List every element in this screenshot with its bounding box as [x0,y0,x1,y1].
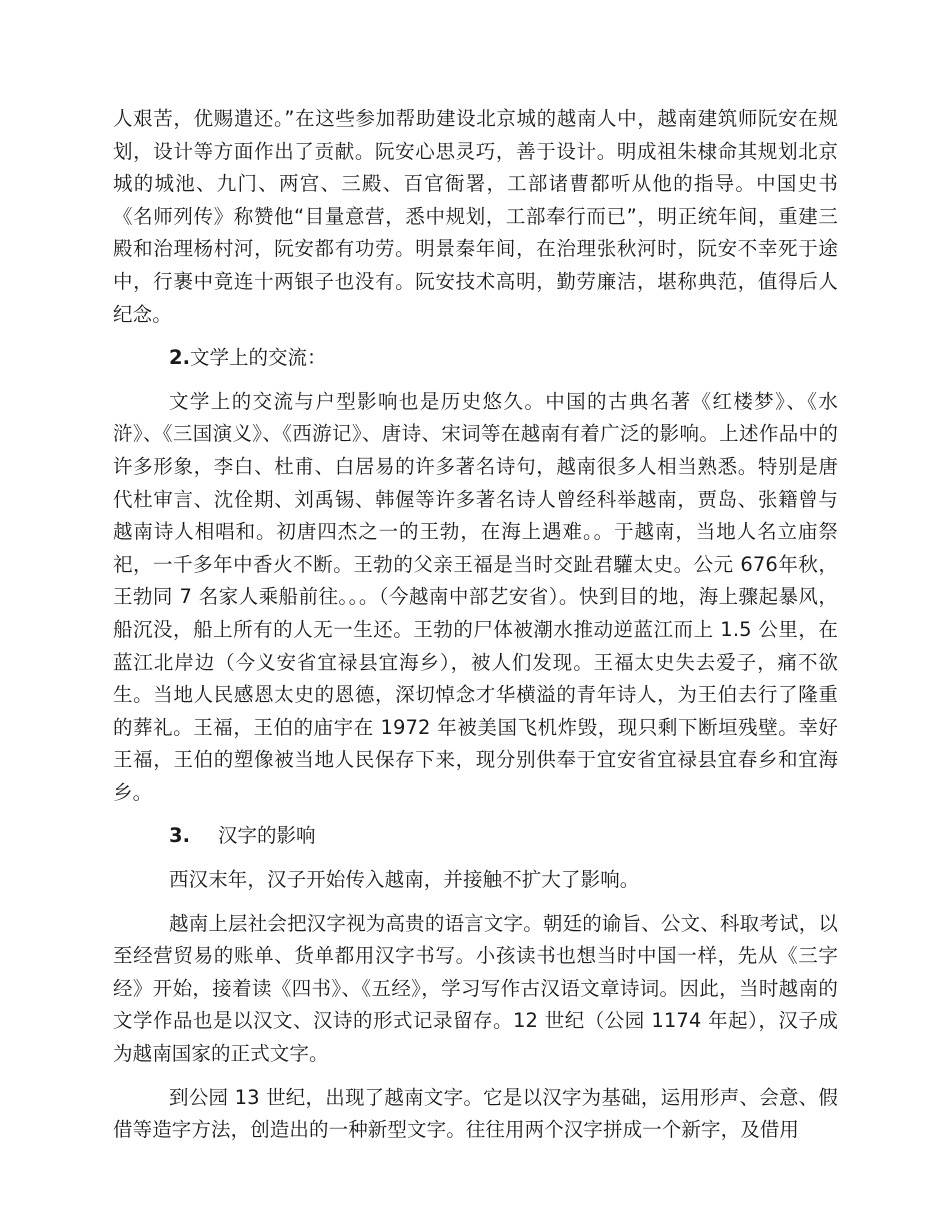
paragraph-literature-exchange: 文学上的交流与户型影响也是历史悠久。中国的古典名著《红楼梦》、《水浒》、《三国演义》、《西游记》、唐诗、宋词等在越南有着广泛的影响。上述作品中的许多形象，李白、杜甫、白居易的许多著名诗句，越南很多人相当熟悉。特别是唐代杜审言、沈佺期、刘禹锡、韩偓等许多著名诗人曾经科举越南，贾岛、张籍曾与越南诗人相唱和。初唐四杰之一的王勃，在海上遇难。。于越南，当地人名立庙祭祀，一千多年中香火不断。王勃的父亲王福是当时交趾君驩太史。公元 676年秋，王勃同 7 名家人乘船前往。。。（今越南中部艺安省）。快到目的地，海上骤起暴风，船沉没，船上所有的人无一生还。王勃的尸体被潮水推动逆蓝江而上 1.5 公里，在蓝江北岸边（今义安省宜禄县宜海乡），被人们发现。王福太史失去爱子，痛不欲生。当地人民感恩太史的恩德，深切悼念才华横溢的青年诗人，为王伯去行了隆重的葬礼。王福，王伯的庙宇在 1972 年被美国飞机炸毁，现只剩下断垣残壁。幸好王福，王伯的塑像被当地人民保存下来，现分别供奉于宜安省宜禄县宜春乡和宜海乡。 [113,389,838,804]
section-number: 2. [169,346,190,370]
section-number: 3. [169,824,190,848]
paragraph-vietnamese-script: 到公园 13 世纪，出现了越南文字。它是以汉字为基础，运用形声、会意、假借等造字方法，创造出的一种新型文字。往往用两个汉字拼成一个新字，及借用 [113,1085,838,1142]
section-title: 文学上的交流： [189,346,327,370]
paragraph-han-intro: 西汉末年，汉子开始传入越南，并接触不扩大了影响。 [169,868,640,892]
paragraph-ruan-an: 人艰苦，优赐遣还。”在这些参加帮助建设北京城的越南人中，越南建筑师阮安在规划，设计等方面作出了贡献。阮安心思灵巧，善于设计。明成祖朱棣命其规划北京城的城池、九门、两宫、三殿、百官衙署，工部诸曹都听从他的指导。中国史书《名师列传》称赞他“目量意营，悉中规划，工部奉行而已”，明正统年间，重建三殿和治理杨村河，阮安都有功劳。明景秦年间，在治理张秋河时，阮安不幸死于途中，行裹中竟连十两银子也没有。阮安技术高明，勤劳廉洁，堪称典范，值得后人纪念。 [113,107,838,326]
paragraph-upper-society: 越南上层社会把汉字视为高贵的语言文字。朝廷的谕旨、公文、科取考试，以至经营贸易的账单、货单都用汉字书写。小孩读书也想当时中国一样，先从《三字经》开始，接着读《四书》、《五经》，学习写作古汉语文章诗词。因此，当时越南的文学作品也是以汉文、汉诗的形式记录留存。12 世纪（公园 1174 年起），汉子成为越南国家的正式文字。 [113,911,838,1066]
document-page [113,103,838,1158]
section-heading-literature [113,342,838,375]
section-title: 汉字的影响 [217,824,316,848]
section-heading-chinese-characters [113,820,838,853]
